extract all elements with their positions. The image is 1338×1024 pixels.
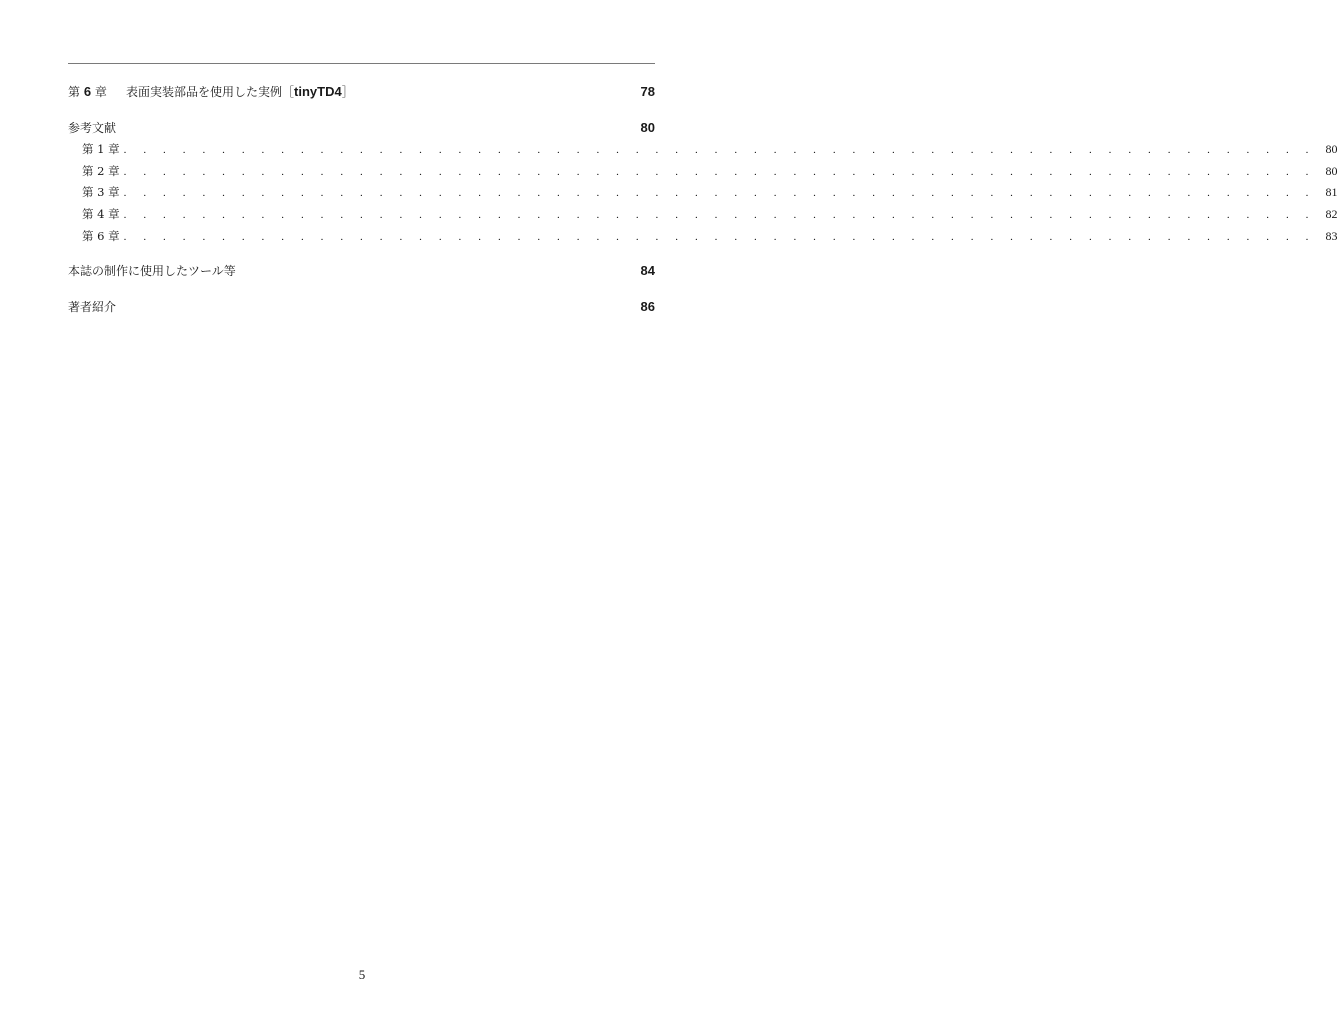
toc-sub-page: 80: [1325, 164, 1338, 178]
toc-sub-entry[interactable]: [82, 206, 1338, 222]
toc-sub-title: 第 4 章: [82, 207, 120, 221]
toc-references-page: 80: [640, 119, 655, 135]
toc-entry-references[interactable]: [68, 117, 655, 137]
toc-sub-title: 第 3 章: [82, 185, 120, 199]
toc-chapter-6-label: 第 6 章: [68, 83, 107, 99]
toc-sub-page: 81: [1325, 185, 1338, 199]
toc-sub-title: 第 2 章: [82, 164, 120, 178]
dot-leader: . . . . . . . . . . . . . . . . . . . . . . . . . . . . . . . . . . . . . . . . . . . . . . . . . . . . . . . . . . . . .: [123, 209, 1316, 221]
dot-leader: . . . . . . . . . . . . . . . . . . . . . . . . . . . . . . . . . . . . . . . . . . . . . . . . . . . . . . . . . . . . .: [123, 166, 1316, 178]
toc-tools-page: 84: [640, 262, 655, 278]
toc-sub-page: 83: [1325, 229, 1338, 243]
toc-entry-chapter-6[interactable]: [68, 81, 655, 101]
toc-references-title: 参考文献: [68, 120, 117, 135]
page-number: 5: [358, 967, 366, 982]
toc-sub-title: 第 1 章: [82, 142, 120, 156]
toc-sub-entry[interactable]: [82, 228, 1338, 244]
toc-sub-page: 82: [1325, 207, 1338, 221]
dot-leader: . . . . . . . . . . . . . . . . . . . . . . . . . . . . . . . . . . . . . . . . . . . . . . . . . . . . . . . . . . . . .: [123, 144, 1316, 156]
toc-chapter-6-title: 第 6 章 表面実装部品を使用した実例［tinyTD4］: [68, 83, 354, 99]
toc-tools-title: 本誌の制作に使用したツール等: [68, 263, 236, 278]
toc-sub-page: 80: [1325, 142, 1338, 156]
toc-entry-tools[interactable]: [68, 260, 655, 280]
toc-authors-title: 著者紹介: [68, 299, 117, 314]
header-rule: [68, 63, 655, 64]
toc-chapter-6-page: 78: [640, 83, 655, 99]
dot-leader: . . . . . . . . . . . . . . . . . . . . . . . . . . . . . . . . . . . . . . . . . . . . . . . . . . . . . . . . . . . . .: [123, 231, 1316, 243]
toc-entry-authors[interactable]: [68, 296, 655, 316]
toc-sub-entry[interactable]: [82, 184, 1338, 200]
toc-sub-title: 第 6 章: [82, 229, 120, 243]
toc-sub-entry[interactable]: [82, 141, 1338, 157]
dot-leader: . . . . . . . . . . . . . . . . . . . . . . . . . . . . . . . . . . . . . . . . . . . . . . . . . . . . . . . . . . . . .: [123, 187, 1316, 199]
toc-sub-entry[interactable]: [82, 163, 1338, 179]
toc-authors-page: 86: [640, 298, 655, 314]
